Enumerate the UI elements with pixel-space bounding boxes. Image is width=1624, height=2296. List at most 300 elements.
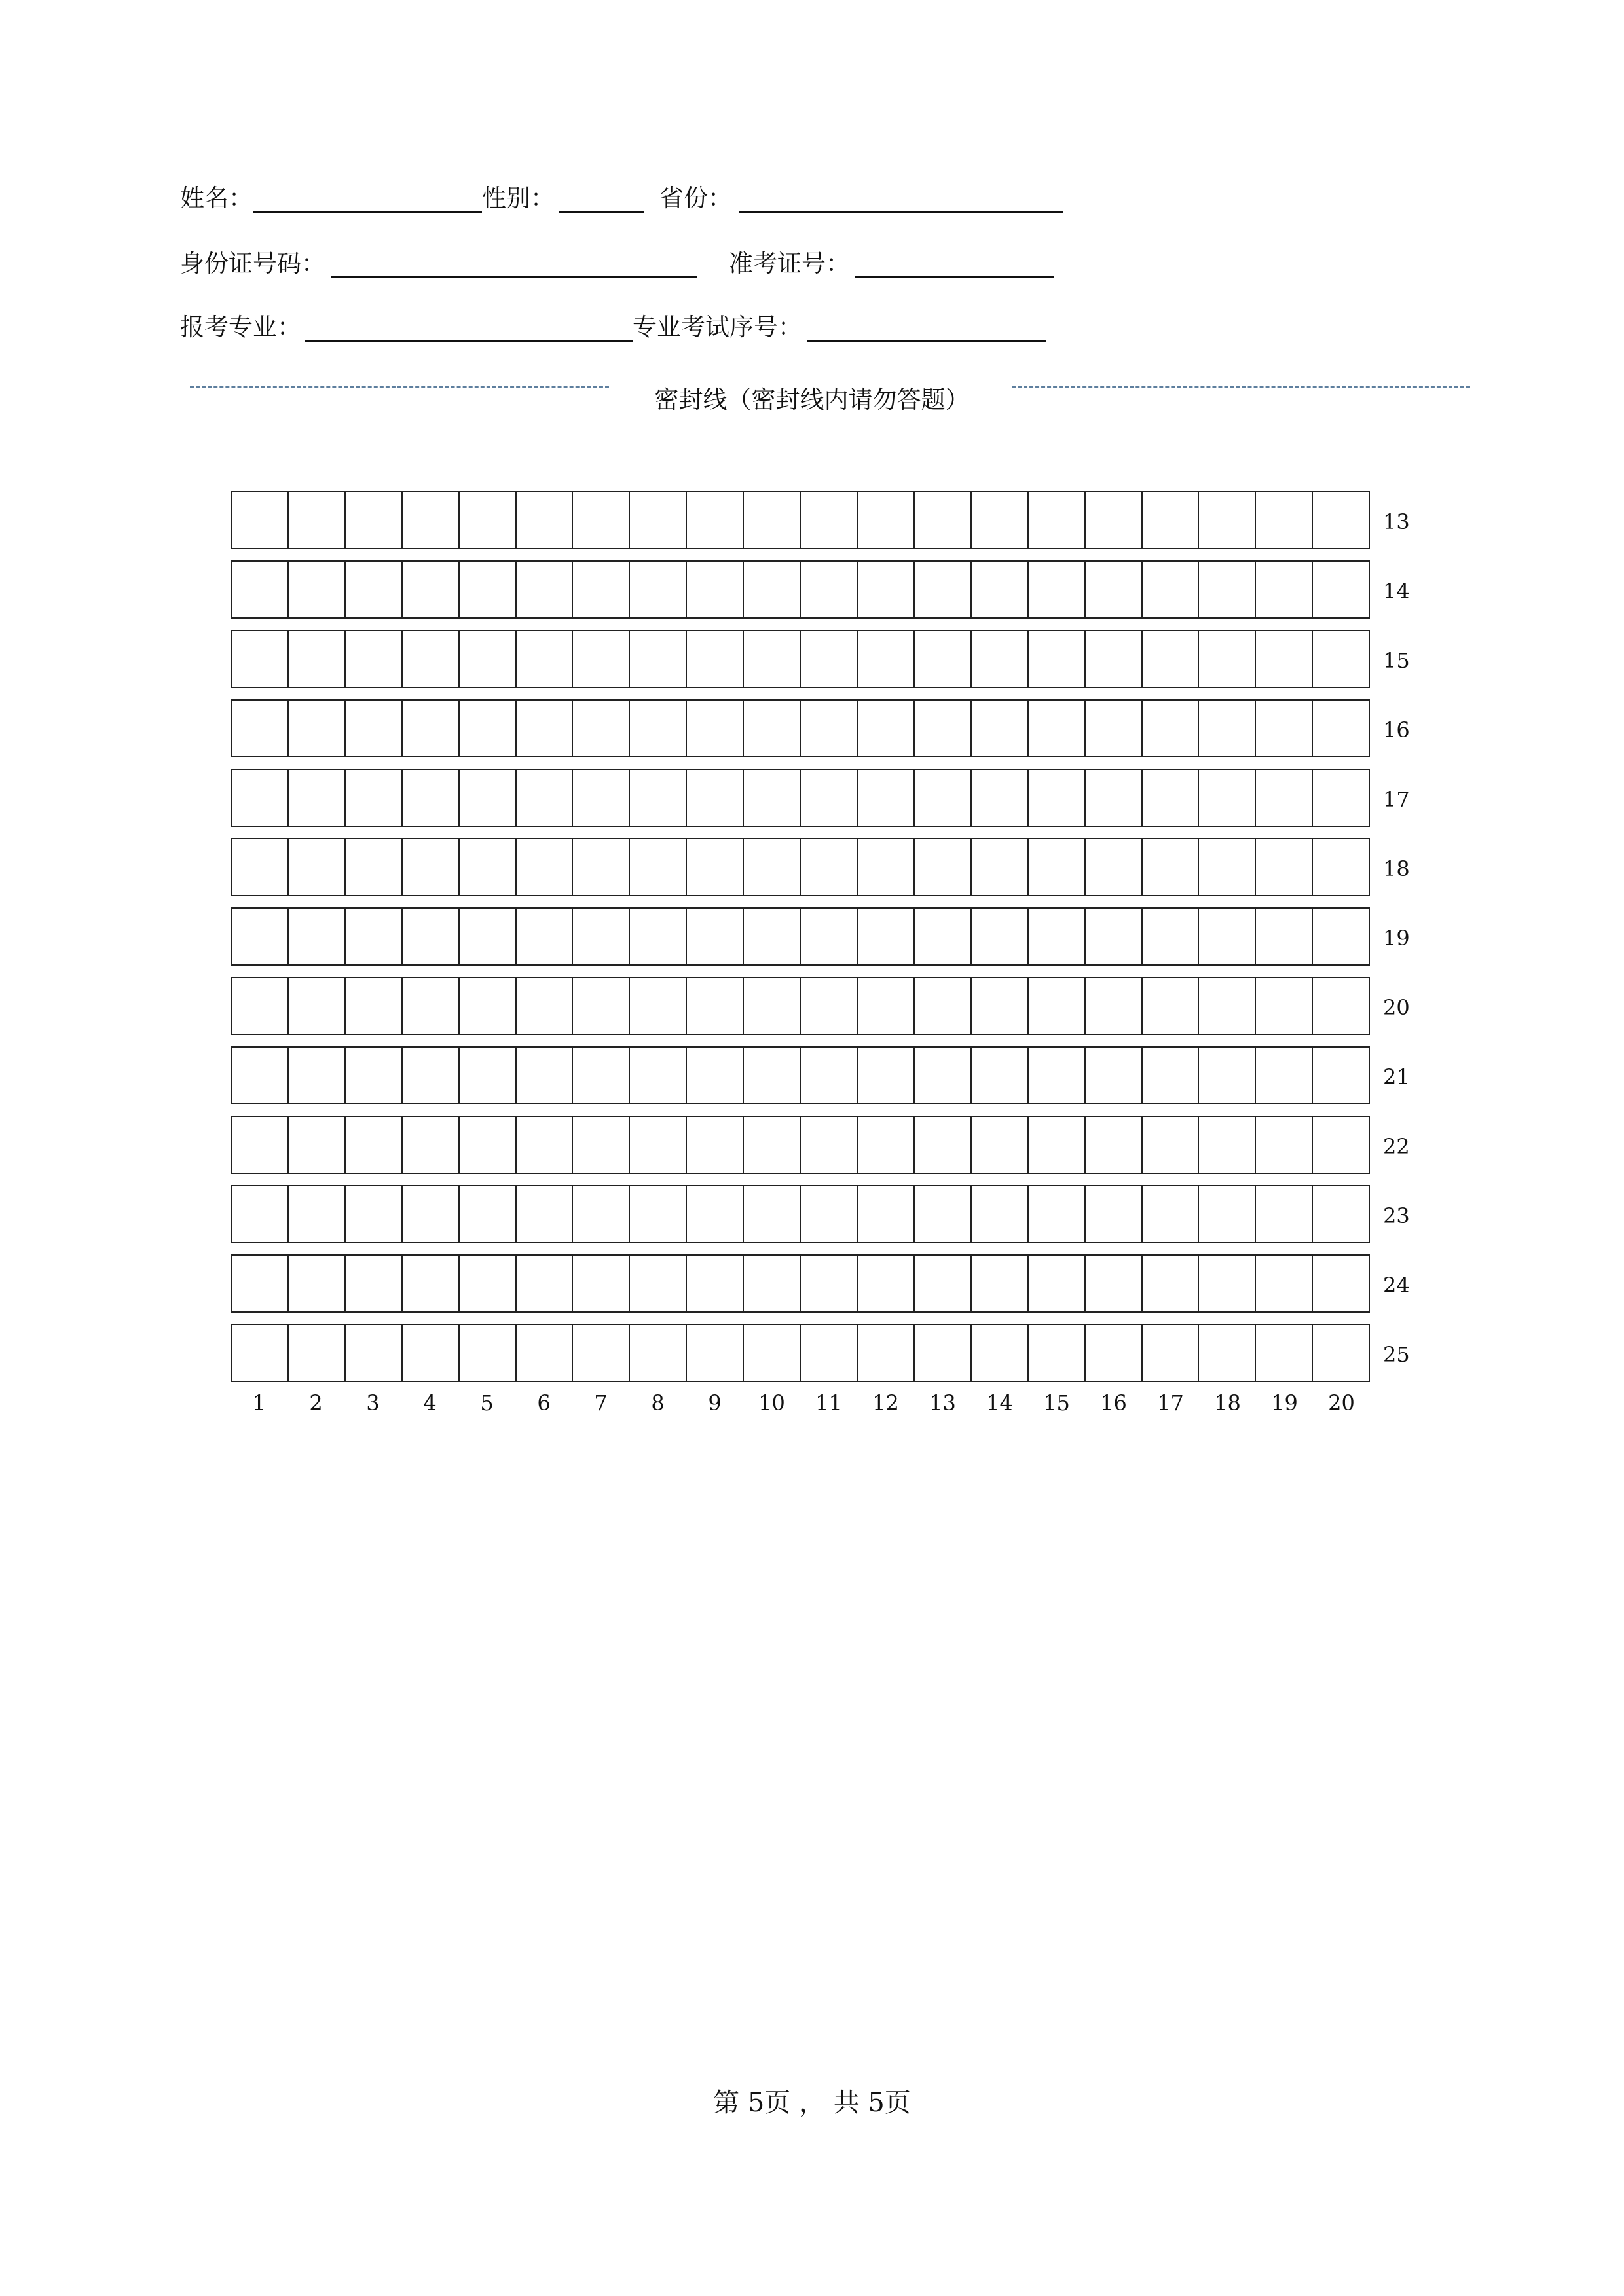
answer-cell[interactable] — [573, 562, 630, 617]
row-number: 17 — [1383, 787, 1410, 812]
row-number: 19 — [1383, 926, 1410, 951]
answer-cell[interactable] — [972, 492, 1029, 548]
column-number: 10 — [758, 1391, 785, 1415]
answer-cell[interactable] — [403, 770, 460, 826]
answer-cell[interactable] — [232, 1048, 289, 1103]
answer-cell[interactable] — [403, 978, 460, 1034]
grid-row — [231, 838, 1410, 899]
answer-cell[interactable] — [1029, 631, 1086, 687]
grid-row-cells — [231, 1185, 1370, 1243]
answer-cell[interactable] — [346, 1117, 403, 1173]
answer-cell[interactable] — [232, 562, 289, 617]
answer-cell[interactable] — [687, 839, 744, 895]
answer-cell[interactable] — [346, 1186, 403, 1242]
answer-cell[interactable] — [1256, 770, 1313, 826]
answer-cell[interactable] — [915, 909, 972, 964]
answer-cell[interactable] — [915, 701, 972, 756]
answer-cell[interactable] — [460, 1186, 517, 1242]
id-number-field[interactable] — [331, 250, 697, 278]
answer-cell[interactable] — [1143, 1048, 1200, 1103]
answer-cell[interactable] — [573, 1117, 630, 1173]
answer-cell[interactable] — [801, 492, 858, 548]
answer-cell[interactable] — [346, 492, 403, 548]
answer-cell[interactable] — [801, 1186, 858, 1242]
answer-cell[interactable] — [744, 701, 801, 756]
answer-cell[interactable] — [460, 978, 517, 1034]
answer-cell[interactable] — [460, 701, 517, 756]
answer-cell[interactable] — [460, 631, 517, 687]
answer-cell[interactable] — [403, 631, 460, 687]
province-field[interactable] — [739, 185, 1063, 213]
answer-cell[interactable] — [1086, 839, 1143, 895]
answer-cell[interactable] — [972, 1325, 1029, 1381]
answer-cell[interactable] — [1313, 562, 1369, 617]
answer-cell[interactable] — [687, 1117, 744, 1173]
admission-number-field[interactable] — [855, 250, 1054, 278]
answer-cell[interactable] — [972, 562, 1029, 617]
answer-cell[interactable] — [744, 1256, 801, 1311]
answer-cell[interactable] — [289, 562, 346, 617]
answer-cell[interactable] — [687, 1186, 744, 1242]
answer-cell[interactable] — [1256, 1117, 1313, 1173]
column-number: 15 — [1043, 1391, 1070, 1415]
answer-cell[interactable] — [1029, 770, 1086, 826]
answer-cell[interactable] — [744, 1186, 801, 1242]
answer-cell[interactable] — [1143, 839, 1200, 895]
answer-cell[interactable] — [573, 701, 630, 756]
answer-cell[interactable] — [630, 839, 687, 895]
answer-cell[interactable] — [801, 631, 858, 687]
answer-cell[interactable] — [972, 701, 1029, 756]
answer-cell[interactable] — [289, 770, 346, 826]
column-number: 18 — [1214, 1391, 1241, 1415]
answer-cell[interactable] — [1029, 1186, 1086, 1242]
answer-cell[interactable] — [1143, 1325, 1200, 1381]
answer-cell[interactable] — [972, 1186, 1029, 1242]
answer-cell[interactable] — [1199, 909, 1256, 964]
answer-cell[interactable] — [1313, 1186, 1369, 1242]
answer-cell[interactable] — [630, 1325, 687, 1381]
answer-cell[interactable] — [801, 1325, 858, 1381]
answer-cell[interactable] — [1086, 701, 1143, 756]
answer-cell[interactable] — [630, 1048, 687, 1103]
answer-cell[interactable] — [1029, 492, 1086, 548]
answer-cell[interactable] — [858, 701, 915, 756]
answer-cell[interactable] — [289, 1256, 346, 1311]
column-numbers — [231, 1391, 1370, 1415]
answer-cell[interactable] — [915, 1117, 972, 1173]
answer-cell[interactable] — [1256, 978, 1313, 1034]
answer-cell[interactable] — [1143, 1186, 1200, 1242]
answer-cell[interactable] — [1086, 1117, 1143, 1173]
answer-cell[interactable] — [858, 1325, 915, 1381]
answer-cell[interactable] — [1029, 1048, 1086, 1103]
answer-cell[interactable] — [1256, 631, 1313, 687]
column-number: 8 — [651, 1391, 665, 1415]
answer-cell[interactable] — [232, 631, 289, 687]
answer-cell[interactable] — [744, 631, 801, 687]
column-number: 14 — [986, 1391, 1013, 1415]
answer-cell[interactable] — [403, 909, 460, 964]
answer-cell[interactable] — [460, 562, 517, 617]
row-number: 21 — [1383, 1065, 1410, 1089]
answer-cell[interactable] — [858, 562, 915, 617]
answer-cell[interactable] — [630, 770, 687, 826]
answer-cell[interactable] — [1256, 1325, 1313, 1381]
id-number-label: 身份证号码： — [180, 249, 325, 278]
answer-cell[interactable] — [1086, 909, 1143, 964]
answer-cell[interactable] — [1086, 1325, 1143, 1381]
answer-cell[interactable] — [858, 1048, 915, 1103]
answer-cell[interactable] — [1256, 562, 1313, 617]
answer-cell[interactable] — [630, 978, 687, 1034]
major-label: 报考专业： — [180, 313, 301, 341]
grid-row — [231, 769, 1410, 829]
answer-cell[interactable] — [517, 978, 574, 1034]
answer-cell[interactable] — [517, 1186, 574, 1242]
answer-cell[interactable] — [1313, 839, 1369, 895]
answer-cell[interactable] — [630, 909, 687, 964]
answer-cell[interactable] — [289, 1325, 346, 1381]
column-number: 16 — [1100, 1391, 1127, 1415]
province-label: 省份： — [659, 184, 732, 212]
answer-cell[interactable] — [1313, 1256, 1369, 1311]
answer-cell[interactable] — [744, 562, 801, 617]
answer-cell[interactable] — [573, 1048, 630, 1103]
answer-cell[interactable] — [801, 770, 858, 826]
answer-cell[interactable] — [801, 562, 858, 617]
answer-cell[interactable] — [972, 839, 1029, 895]
answer-cell[interactable] — [517, 631, 574, 687]
answer-cell[interactable] — [1029, 701, 1086, 756]
answer-cell[interactable] — [1029, 839, 1086, 895]
column-number: 3 — [366, 1391, 380, 1415]
answer-cell[interactable] — [232, 770, 289, 826]
answer-cell[interactable] — [517, 909, 574, 964]
answer-cell[interactable] — [232, 1256, 289, 1311]
answer-cell[interactable] — [1256, 701, 1313, 756]
answer-cell[interactable] — [801, 701, 858, 756]
answer-cell[interactable] — [346, 839, 403, 895]
answer-cell[interactable] — [289, 909, 346, 964]
answer-cell[interactable] — [289, 1048, 346, 1103]
answer-cell[interactable] — [1086, 631, 1143, 687]
answer-cell[interactable] — [1256, 909, 1313, 964]
answer-cell[interactable] — [346, 770, 403, 826]
answer-cell[interactable] — [460, 1256, 517, 1311]
answer-cell[interactable] — [687, 1325, 744, 1381]
answer-cell[interactable] — [460, 839, 517, 895]
answer-cell[interactable] — [915, 562, 972, 617]
answer-cell[interactable] — [403, 1048, 460, 1103]
answer-cell[interactable] — [232, 909, 289, 964]
answer-cell[interactable] — [1086, 492, 1143, 548]
answer-cell[interactable] — [915, 1186, 972, 1242]
answer-cell[interactable] — [289, 839, 346, 895]
answer-cell[interactable] — [403, 701, 460, 756]
answer-cell[interactable] — [1086, 1256, 1143, 1311]
answer-cell[interactable] — [403, 562, 460, 617]
answer-cell[interactable] — [1143, 978, 1200, 1034]
answer-cell[interactable] — [858, 631, 915, 687]
row-number: 15 — [1383, 648, 1410, 673]
grid-row-cells — [231, 1046, 1370, 1104]
answer-cell[interactable] — [1143, 562, 1200, 617]
answer-cell[interactable] — [687, 562, 744, 617]
answer-cell[interactable] — [858, 1256, 915, 1311]
name-field[interactable] — [253, 185, 482, 213]
row-number: 24 — [1383, 1273, 1410, 1298]
answer-cell[interactable] — [346, 909, 403, 964]
answer-cell[interactable] — [915, 839, 972, 895]
answer-cell[interactable] — [630, 701, 687, 756]
answer-cell[interactable] — [687, 909, 744, 964]
answer-cell[interactable] — [630, 492, 687, 548]
answer-cell[interactable] — [289, 978, 346, 1034]
answer-cell[interactable] — [346, 1325, 403, 1381]
answer-cell[interactable] — [573, 1325, 630, 1381]
answer-cell[interactable] — [232, 978, 289, 1034]
info-row-1 — [180, 173, 1063, 213]
answer-cell[interactable] — [744, 839, 801, 895]
answer-cell[interactable] — [972, 978, 1029, 1034]
answer-cell[interactable] — [687, 701, 744, 756]
answer-cell[interactable] — [1086, 1048, 1143, 1103]
answer-cell[interactable] — [460, 909, 517, 964]
answer-cell[interactable] — [403, 1117, 460, 1173]
answer-cell[interactable] — [687, 1256, 744, 1311]
answer-cell[interactable] — [1256, 1256, 1313, 1311]
answer-cell[interactable] — [232, 1325, 289, 1381]
answer-cell[interactable] — [403, 1256, 460, 1311]
answer-cell[interactable] — [1143, 1117, 1200, 1173]
answer-cell[interactable] — [744, 909, 801, 964]
answer-cell[interactable] — [517, 1048, 574, 1103]
answer-cell[interactable] — [517, 839, 574, 895]
answer-cell[interactable] — [1086, 770, 1143, 826]
answer-cell[interactable] — [460, 1048, 517, 1103]
answer-cell[interactable] — [460, 1117, 517, 1173]
answer-cell[interactable] — [744, 1048, 801, 1103]
answer-cell[interactable] — [972, 1256, 1029, 1311]
answer-cell[interactable] — [1313, 1117, 1369, 1173]
answer-cell[interactable] — [460, 492, 517, 548]
answer-cell[interactable] — [232, 701, 289, 756]
answer-cell[interactable] — [687, 978, 744, 1034]
answer-cell[interactable] — [630, 1186, 687, 1242]
answer-cell[interactable] — [573, 1186, 630, 1242]
answer-cell[interactable] — [744, 978, 801, 1034]
column-number: 2 — [309, 1391, 323, 1415]
answer-cell[interactable] — [972, 909, 1029, 964]
grid-row-cells — [231, 838, 1370, 896]
answer-cell[interactable] — [915, 1325, 972, 1381]
answer-cell[interactable] — [1199, 1256, 1256, 1311]
answer-cell[interactable] — [517, 1325, 574, 1381]
grid-row — [231, 491, 1410, 552]
answer-cell[interactable] — [573, 631, 630, 687]
answer-cell[interactable] — [858, 978, 915, 1034]
answer-cell[interactable] — [972, 1117, 1029, 1173]
answer-cell[interactable] — [346, 631, 403, 687]
grid-row — [231, 699, 1410, 760]
answer-cell[interactable] — [346, 1048, 403, 1103]
answer-cell[interactable] — [1086, 562, 1143, 617]
answer-cell[interactable] — [289, 631, 346, 687]
answer-cell[interactable] — [915, 1048, 972, 1103]
answer-cell[interactable] — [573, 978, 630, 1034]
answer-cell[interactable] — [744, 1117, 801, 1173]
answer-cell[interactable] — [1199, 701, 1256, 756]
column-number: 17 — [1157, 1391, 1184, 1415]
answer-cell[interactable] — [517, 1256, 574, 1311]
answer-cell[interactable] — [1029, 1117, 1086, 1173]
answer-cell[interactable] — [1313, 770, 1369, 826]
answer-cell[interactable] — [232, 839, 289, 895]
answer-cell[interactable] — [1313, 1048, 1369, 1103]
answer-cell[interactable] — [972, 770, 1029, 826]
answer-cell[interactable] — [232, 492, 289, 548]
answer-cell[interactable] — [403, 1325, 460, 1381]
answer-cell[interactable] — [232, 1117, 289, 1173]
answer-cell[interactable] — [801, 909, 858, 964]
answer-cell[interactable] — [573, 1256, 630, 1311]
answer-cell[interactable] — [346, 978, 403, 1034]
answer-cell[interactable] — [1313, 631, 1369, 687]
answer-cell[interactable] — [1143, 1256, 1200, 1311]
answer-cell[interactable] — [744, 492, 801, 548]
answer-cell[interactable] — [573, 909, 630, 964]
answer-cell[interactable] — [972, 631, 1029, 687]
answer-cell[interactable] — [1029, 562, 1086, 617]
answer-cell[interactable] — [517, 562, 574, 617]
answer-cell[interactable] — [232, 1186, 289, 1242]
answer-cell[interactable] — [289, 1186, 346, 1242]
answer-cell[interactable] — [972, 1048, 1029, 1103]
answer-cell[interactable] — [346, 701, 403, 756]
answer-cell[interactable] — [744, 1325, 801, 1381]
answer-cell[interactable] — [630, 631, 687, 687]
answer-cell[interactable] — [1199, 839, 1256, 895]
answer-cell[interactable] — [1143, 770, 1200, 826]
answer-cell[interactable] — [346, 562, 403, 617]
answer-cell[interactable] — [858, 909, 915, 964]
answer-cell[interactable] — [346, 1256, 403, 1311]
answer-cell[interactable] — [744, 770, 801, 826]
answer-cell[interactable] — [289, 701, 346, 756]
answer-cell[interactable] — [1199, 1117, 1256, 1173]
answer-cell[interactable] — [403, 1186, 460, 1242]
answer-cell[interactable] — [289, 1117, 346, 1173]
answer-cell[interactable] — [1143, 909, 1200, 964]
row-number: 18 — [1383, 856, 1410, 881]
answer-cell[interactable] — [573, 839, 630, 895]
answer-cell[interactable] — [915, 492, 972, 548]
grid-row — [231, 907, 1410, 968]
answer-cell[interactable] — [801, 839, 858, 895]
answer-cell[interactable] — [403, 839, 460, 895]
answer-cell[interactable] — [289, 492, 346, 548]
answer-cell[interactable] — [858, 1186, 915, 1242]
column-number: 5 — [480, 1391, 494, 1415]
answer-cell[interactable] — [1313, 492, 1369, 548]
answer-cell[interactable] — [801, 1256, 858, 1311]
answer-cell[interactable] — [915, 978, 972, 1034]
answer-cell[interactable] — [460, 1325, 517, 1381]
answer-cell[interactable] — [858, 839, 915, 895]
gender-field[interactable] — [559, 185, 644, 213]
answer-cell[interactable] — [1199, 1186, 1256, 1242]
answer-cell[interactable] — [687, 631, 744, 687]
answer-cell[interactable] — [1199, 1048, 1256, 1103]
answer-cell[interactable] — [630, 1117, 687, 1173]
answer-cell[interactable] — [1313, 1325, 1369, 1381]
answer-cell[interactable] — [1029, 1256, 1086, 1311]
answer-cell[interactable] — [1199, 770, 1256, 826]
answer-cell[interactable] — [1086, 1186, 1143, 1242]
answer-cell[interactable] — [517, 492, 574, 548]
major-field[interactable] — [305, 314, 633, 342]
answer-cell[interactable] — [517, 1117, 574, 1173]
answer-cell[interactable] — [1199, 631, 1256, 687]
answer-cell[interactable] — [1313, 978, 1369, 1034]
answer-cell[interactable] — [1199, 978, 1256, 1034]
answer-cell[interactable] — [1029, 978, 1086, 1034]
answer-cell[interactable] — [1256, 1186, 1313, 1242]
answer-cell[interactable] — [1199, 562, 1256, 617]
answer-cell[interactable] — [1313, 701, 1369, 756]
answer-cell[interactable] — [403, 492, 460, 548]
answer-cell[interactable] — [1029, 909, 1086, 964]
answer-cell[interactable] — [573, 770, 630, 826]
answer-cell[interactable] — [687, 492, 744, 548]
answer-cell[interactable] — [517, 770, 574, 826]
answer-cell[interactable] — [630, 562, 687, 617]
answer-cell[interactable] — [1199, 492, 1256, 548]
grid-row-cells — [231, 769, 1370, 827]
answer-cell[interactable] — [1143, 492, 1200, 548]
answer-cell[interactable] — [1199, 1325, 1256, 1381]
answer-cell[interactable] — [1256, 1048, 1313, 1103]
answer-cell[interactable] — [1086, 978, 1143, 1034]
answer-cell[interactable] — [460, 770, 517, 826]
answer-cell[interactable] — [517, 701, 574, 756]
answer-cell[interactable] — [915, 770, 972, 826]
answer-cell[interactable] — [630, 1256, 687, 1311]
answer-cell[interactable] — [915, 1256, 972, 1311]
answer-cell[interactable] — [858, 770, 915, 826]
answer-cell[interactable] — [1143, 701, 1200, 756]
answer-cell[interactable] — [687, 770, 744, 826]
answer-cell[interactable] — [1256, 492, 1313, 548]
major-seq-field[interactable] — [807, 314, 1046, 342]
answer-cell[interactable] — [801, 1117, 858, 1173]
answer-cell[interactable] — [858, 492, 915, 548]
answer-cell[interactable] — [1256, 839, 1313, 895]
answer-cell[interactable] — [915, 631, 972, 687]
grid-row-cells — [231, 699, 1370, 757]
answer-cell[interactable] — [801, 978, 858, 1034]
answer-cell[interactable] — [1143, 631, 1200, 687]
answer-cell[interactable] — [687, 1048, 744, 1103]
answer-cell[interactable] — [573, 492, 630, 548]
answer-cell[interactable] — [858, 1117, 915, 1173]
answer-cell[interactable] — [1029, 1325, 1086, 1381]
seal-line-notice: 密封线（密封线内请勿答题） — [654, 386, 970, 414]
answer-cell[interactable] — [801, 1048, 858, 1103]
grid-row-cells — [231, 907, 1370, 966]
answer-cell[interactable] — [1313, 909, 1369, 964]
